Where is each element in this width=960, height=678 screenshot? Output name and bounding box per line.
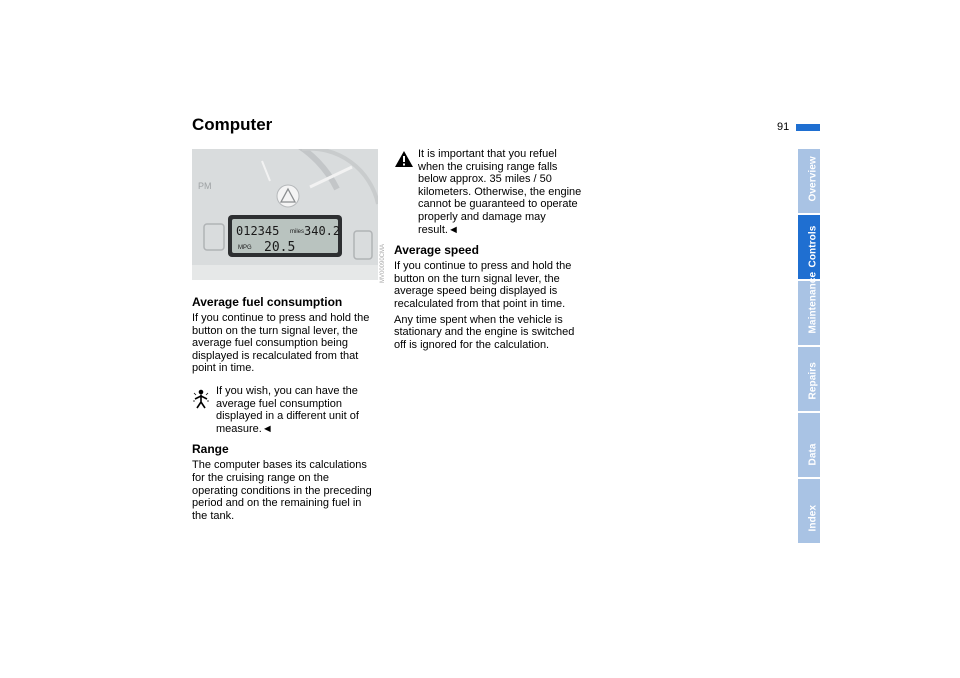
left-column <box>192 295 377 522</box>
display-unit: miles <box>290 229 305 235</box>
instrument-cluster-illustration <box>192 149 378 280</box>
instrument-cluster-figure <box>192 149 378 280</box>
side-tab-data[interactable] <box>798 413 820 477</box>
tip-note <box>192 385 377 435</box>
side-tab-label: Controls <box>807 225 819 268</box>
page-marker <box>796 124 820 131</box>
side-nav <box>798 149 820 545</box>
section-heading-range: Range <box>192 442 229 457</box>
display-consumption: 20.5 <box>264 240 296 255</box>
display-odometer: 012345 <box>236 224 280 238</box>
avg-speed-paragraph-2: Any time spent when the vehicle is stationary and the engine is switched off is ignored for the calculation. <box>394 313 575 351</box>
side-tab-label: Data <box>807 443 819 466</box>
tip-note-text: If you wish, you can have the average fuel consumption displayed in a different unit of measure.◄ <box>216 384 359 435</box>
side-tab-label: Repairs <box>807 362 819 400</box>
avg-fuel-paragraph: If you continue to press and hold the button on the turn signal lever, the average fuel consumption being displayed is recalculated from that point in time. <box>192 312 370 375</box>
warning-icon <box>394 150 414 172</box>
side-tab-controls[interactable] <box>798 215 820 279</box>
side-tab-index[interactable] <box>798 479 820 543</box>
page-title: Computer <box>192 115 273 134</box>
side-tab-maintenance[interactable] <box>798 271 820 345</box>
warning-note <box>394 148 584 236</box>
page-number: 91 <box>777 121 790 133</box>
warning-text: It is important that you refuel when the cruising range falls below approx. 35 miles / 50 kilometers. Otherwise, the engine cannot be guaranteed to operate properly and damage may result.◄ <box>418 148 582 236</box>
right-column <box>394 148 584 351</box>
side-tab-label: Maintenance <box>807 271 819 334</box>
side-tab-repairs[interactable] <box>798 347 820 411</box>
side-tab-label: Index <box>807 504 819 532</box>
display-mpg-label: MPG <box>238 245 252 251</box>
side-tab-label: Overview <box>807 156 819 202</box>
svg-text:PM: PM <box>198 181 212 191</box>
section-heading-average-speed: Average speed <box>394 243 479 258</box>
range-paragraph: The computer bases its calculations for the cruising range on the operating conditions in the preceding period and on the remaining fuel in the tank. <box>192 459 372 522</box>
section-heading-average-fuel-consumption: Average fuel consumption <box>192 295 343 309</box>
avg-speed-paragraph: If you continue to press and hold the button on the turn signal lever, the average speed being displayed is recalculated from that point in time. <box>394 260 572 310</box>
side-tab-overview[interactable] <box>798 149 820 213</box>
display-range: 340.2 <box>304 224 341 238</box>
person-tip-icon <box>192 389 210 413</box>
figure-code: MV00090CMA <box>380 243 386 283</box>
